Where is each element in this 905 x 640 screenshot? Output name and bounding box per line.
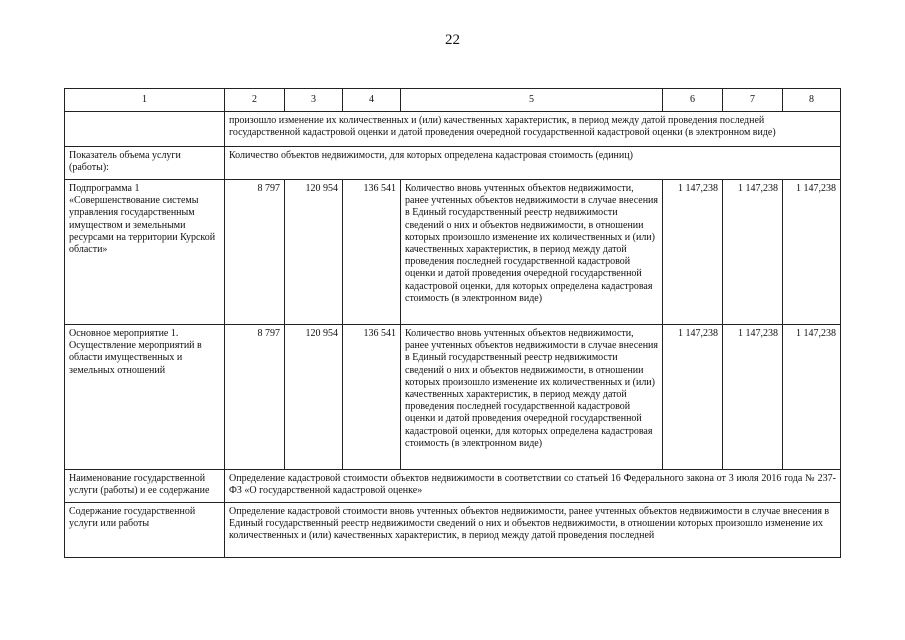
header-cell: 2 xyxy=(225,89,285,112)
volume-label: Показатель объема услуги (работы): xyxy=(65,147,225,180)
cell-value: 120 954 xyxy=(285,180,343,325)
service-content-text: Определение кадастровой стоимости вновь учтенных объектов недвижимости, ранее учтенных объектов недвижимости в случае внесения в Единый государственный реестр недвижимости сведений о них и объектов недвижимости, в отношении которых произошло изменение их количественных и (или) качественных характеристик, в период между датой проведения последней xyxy=(225,503,841,558)
table-row xyxy=(65,180,841,325)
indicator-text: Количество вновь учтенных объектов недвижимости, ранее учтенных объектов недвижимости в случае внесения в Единый государственный реестр недвижимости сведений о них и объектов недвижимости, в отношении которых произошло изменение их количественных и (или) качественных характеристик, в период между датой проведения последней государственной кадастровой оценки и датой проведения очередной государственной кадастровой оценки, для которых определена кадастровая стоимость (в электронном виде) xyxy=(401,180,663,325)
indicator-text: Количество вновь учтенных объектов недвижимости, ранее учтенных объектов недвижимости в случае внесения в Единый государственный реестр недвижимости сведений о них и объектов недвижимости, в отношении которых произошло изменение их количественных и (или) качественных характеристик, в период между датой проведения последней государственной кадастровой оценки и датой проведения очередной государственной кадастровой оценки, для которых определена кадастровая стоимость (в электронном виде) xyxy=(401,325,663,470)
service-name-label: Наименование государственной услуги (работы) и ее содержание xyxy=(65,470,225,503)
service-content-row xyxy=(65,503,841,558)
continuation-text: произошло изменение их количественных и (или) качественных характеристик, в период между датой проведения последней государственной кадастровой оценки и датой проведения очередной государственной кадастровой оценки (в электронном виде) xyxy=(225,112,841,147)
cell-value: 1 147,238 xyxy=(663,180,723,325)
service-content-label: Содержание государственной услуги или работы xyxy=(65,503,225,558)
header-cell: 5 xyxy=(401,89,663,112)
header-cell: 7 xyxy=(723,89,783,112)
continuation-row xyxy=(65,112,841,147)
table-row xyxy=(65,325,841,470)
cell-value: 1 147,238 xyxy=(783,180,841,325)
cell-value: 1 147,238 xyxy=(783,325,841,470)
header-cell: 3 xyxy=(285,89,343,112)
service-table xyxy=(64,88,841,558)
cell-value: 8 797 xyxy=(225,325,285,470)
cell-value: 136 541 xyxy=(343,325,401,470)
header-row xyxy=(65,89,841,112)
header-cell: 1 xyxy=(65,89,225,112)
empty-cell xyxy=(65,112,225,147)
cell-value: 1 147,238 xyxy=(723,180,783,325)
volume-row xyxy=(65,147,841,180)
row-name: Подпрограмма 1 «Совершенствование системы управления государственным имуществом и земельными ресурсами на территории Курской области» xyxy=(65,180,225,325)
cell-value: 1 147,238 xyxy=(723,325,783,470)
header-cell: 6 xyxy=(663,89,723,112)
page-number: 22 xyxy=(445,32,460,48)
row-name: Основное мероприятие 1. Осуществление мероприятий в области имущественных и земельных отношений xyxy=(65,325,225,470)
header-cell: 8 xyxy=(783,89,841,112)
cell-value: 8 797 xyxy=(225,180,285,325)
header-cell: 4 xyxy=(343,89,401,112)
volume-text: Количество объектов недвижимости, для которых определена кадастровая стоимость (единиц) xyxy=(225,147,841,180)
cell-value: 136 541 xyxy=(343,180,401,325)
cell-value: 1 147,238 xyxy=(663,325,723,470)
service-name-text: Определение кадастровой стоимости объектов недвижимости в соответствии со статьей 16 Федерального закона от 3 июля 2016 года № 237-ФЗ «О государственной кадастровой оценке» xyxy=(225,470,841,503)
cell-value: 120 954 xyxy=(285,325,343,470)
service-name-row xyxy=(65,470,841,503)
